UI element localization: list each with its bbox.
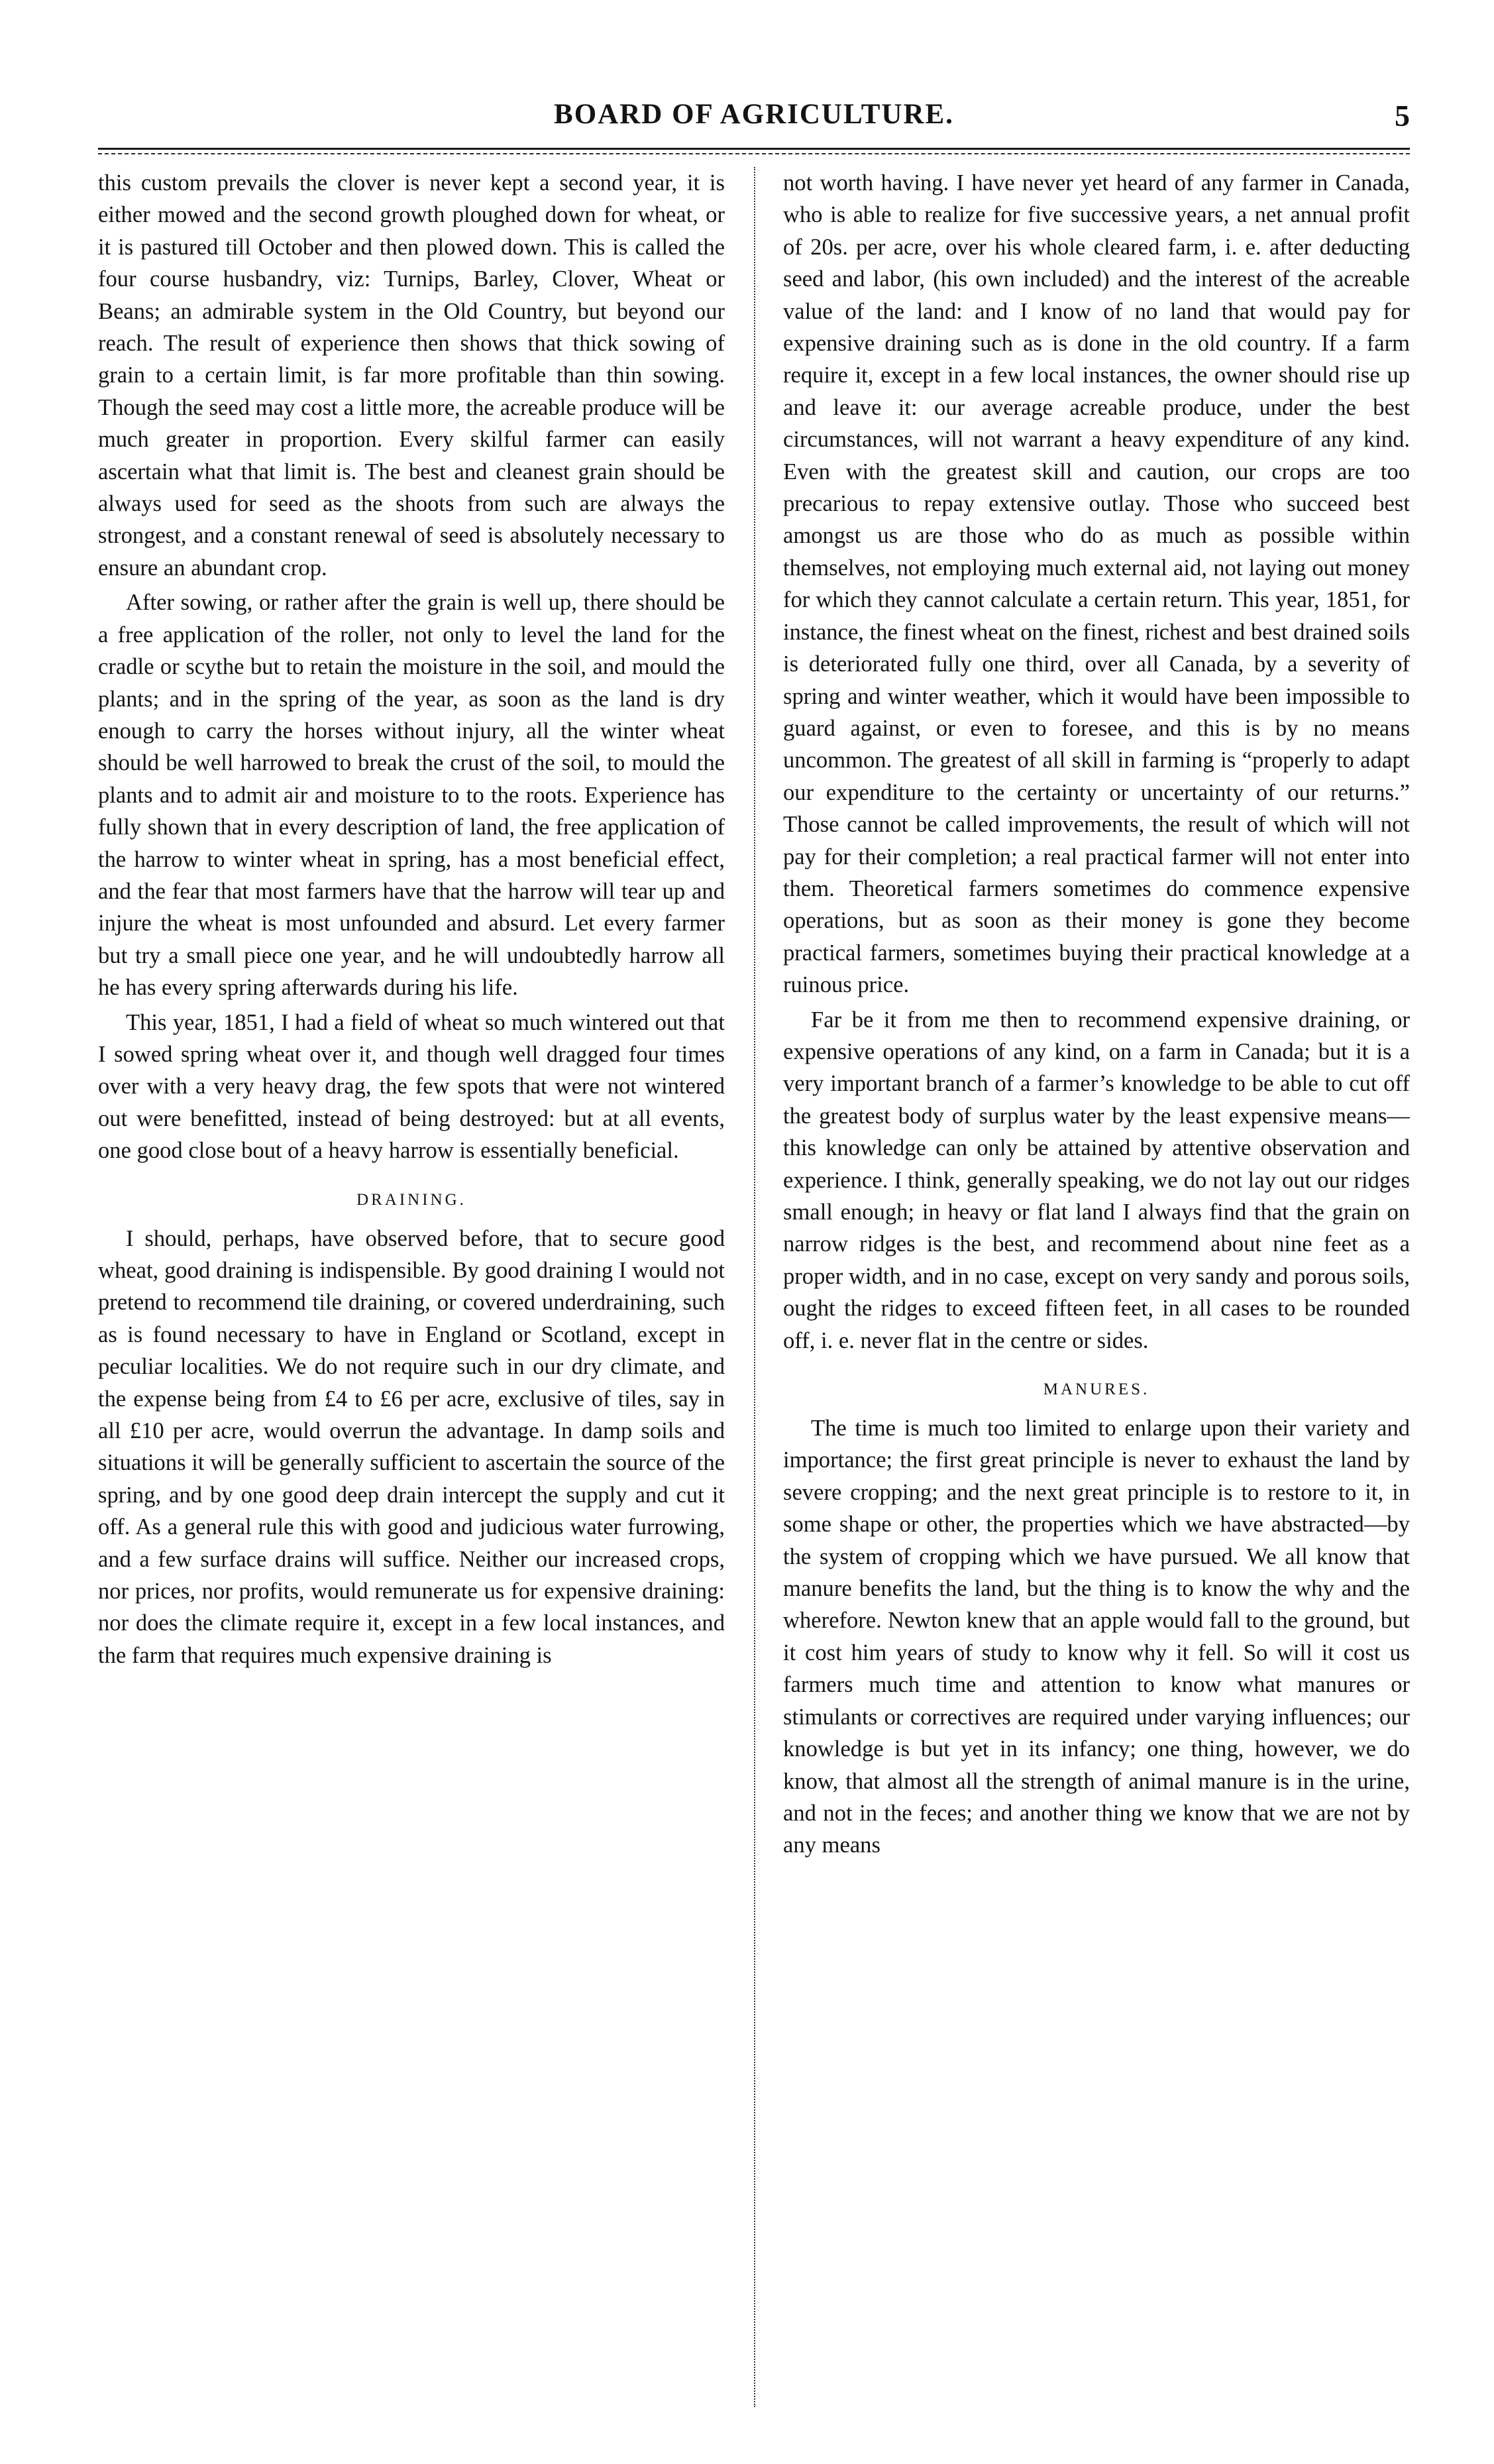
column-divider [754, 167, 755, 2407]
page-header [98, 98, 1410, 144]
section-heading-draining: DRAINING. [356, 1190, 466, 1209]
running-head: BOARD OF AGRICULTURE. [554, 99, 954, 130]
section-heading-manures: MANURES. [1043, 1380, 1150, 1399]
paragraph: After sowing, or rather after the grain is well up, there should be a free application of the roller, not only to level the land for the cradle or scythe but to retain the moisture in the soil, and mould the plants; and in the spring of the year, as soon as the land is dry enough to carry the horses without injury, all the winter wheat should be well harrowed to break the crust of the soil, to mould the plants and to admit air and moisture to to the roots. Experience has fully shown that in every description of land, the free application of the harrow to winter wheat in spring, has a most beneficial effect, and the fear that most farmers have that the harrow will tear up and injure the wheat is most unfounded and absurd. Let every farmer but try a small piece one year, and he will undoubtedly harrow all he has every spring afterwards during his life. [98, 590, 725, 1001]
paragraph: Far be it from me then to recommend expensive draining, or expensive operations of any kind, on a farm in Canada; but it is a very important branch of a farmer’s knowledge to be able to cut off the greatest body of surplus water by the least expensive means—this knowledge can only be attained by attentive observation and experience. I think, generally speaking, we do not lay out our ridges small enough; in heavy or flat land I always find that the grain on narrow ridges is the best, and recommend about nine feet as a proper width, and in no case, except on very sandy and porous soils, ought the ridges to exceed fifteen feet, in all cases to be rounded off, i. e. never flat in the centre or sides. [783, 1007, 1410, 1353]
header-rule [98, 148, 1410, 150]
left-column [98, 167, 725, 2420]
paragraph: The time is much too limited to enlarge upon their variety and importance; the first great principle is never to exhaust the land by severe cropping; and the next great principle is to restore to it, in some shape or other, the properties which we have abstracted—by the system of cropping which we have pursued. We all know that manure benefits the land, but the thing is to know the why and the wherefore. Newton knew that an apple would fall to the ground, but it cost him years of study to know why it fell. So will it cost us farmers much time and attention to know what manures or stimulants or correctives are required under varying influences; our knowledge is but yet in its infancy; one thing, however, we do know, that almost all the strength of animal manure is in the urine, and not in the feces; and another thing we know that we are not by any means [783, 1416, 1410, 1858]
paragraph: not worth having. I have never yet heard of any farmer in Canada, who is able to realize for five successive years, a net annual profit of 20s. per acre, over his whole cleared farm, i. e. after deducting seed and labor, (his own included) and the interest of the acreable value of the land: and I know of no land that would pay for expensive draining such as is done in the old country. If a farm require it, except in a few local instances, the owner should rise up and leave it: our average acreable produce, under the best circumstances, will not warrant a heavy expenditure of any kind. Even with the greatest skill and caution, our crops are too precarious to repay extensive outlay. Those who succeed best amongst us are those who do as much as possible within themselves, not employing much external aid, not laying out money for which they cannot calculate a certain return. This year, 1851, for instance, the finest wheat on the finest, richest and best drained soils is deteriorated fully one third, over all Canada, by a severity of spring and winter weather, which it would have been impossible to guard against, or even to foresee, and this is by no means uncommon. The greatest of all skill in farming is “properly to adapt our expenditure to the certainty or uncertainty of our returns.” Those cannot be called improvements, the result of which will not pay for their completion; a real practical farmer will not enter into them. Theoretical farmers sometimes do commence expensive operations, but as soon as their money is gone they become practical farmers, sometimes buying their practical knowledge at a ruinous price. [783, 170, 1410, 998]
paragraph: this custom prevails the clover is never kept a second year, it is either mowed and the second growth ploughed down for wheat, or it is pastured till October and then plowed down. This is called the four course husbandry, viz: Turnips, Barley, Clover, Wheat or Beans; an admirable system in the Old Country, but beyond our reach. The result of experience then shows that thick sowing of grain to a certain limit, is far more profitable than thin sowing. Though the seed may cost a little more, the acreable produce will be much greater in proportion. Every skilful farmer can easily ascertain what that limit is. The best and cleanest grain should be always used for seed as the shoots from such are always the strongest, and a constant renewal of seed is absolutely necessary to ensure an abundant crop. [98, 170, 725, 581]
page-number: 5 [1395, 99, 1410, 133]
paragraph: I should, perhaps, have observed before, that to secure good wheat, good draining is indispensible. By good draining I would not pretend to recommend tile draining, or covered underdraining, such as is found necessary to have in England or Scotland, except in peculiar localities. We do not require such in our dry climate, and the expense being from £4 to £6 per acre, exclusive of tiles, say in all £10 per acre, would overrun the advantage. In damp soils and situations it will be generally sufficient to ascertain the source of the spring, and by one good deep drain intercept the supply and cut it off. As a general rule this with good and judicious water furrowing, and a few surface drains will suffice. Neither our increased crops, nor prices, nor profits, would remunerate us for expensive draining: nor does the climate require it, except in a few local instances, and the farm that requires much expensive draining is [98, 1225, 725, 1668]
header-rule-dashed [98, 153, 1410, 154]
right-column [783, 167, 1410, 2420]
paragraph: This year, 1851, I had a field of wheat so much wintered out that I sowed spring wheat over it, and though well dragged four times over with a very heavy drag, the few spots that were not wintered out were benefitted, instead of being destroyed: but at all events, one good close bout of a heavy harrow is essentially beneficial. [98, 1009, 725, 1164]
